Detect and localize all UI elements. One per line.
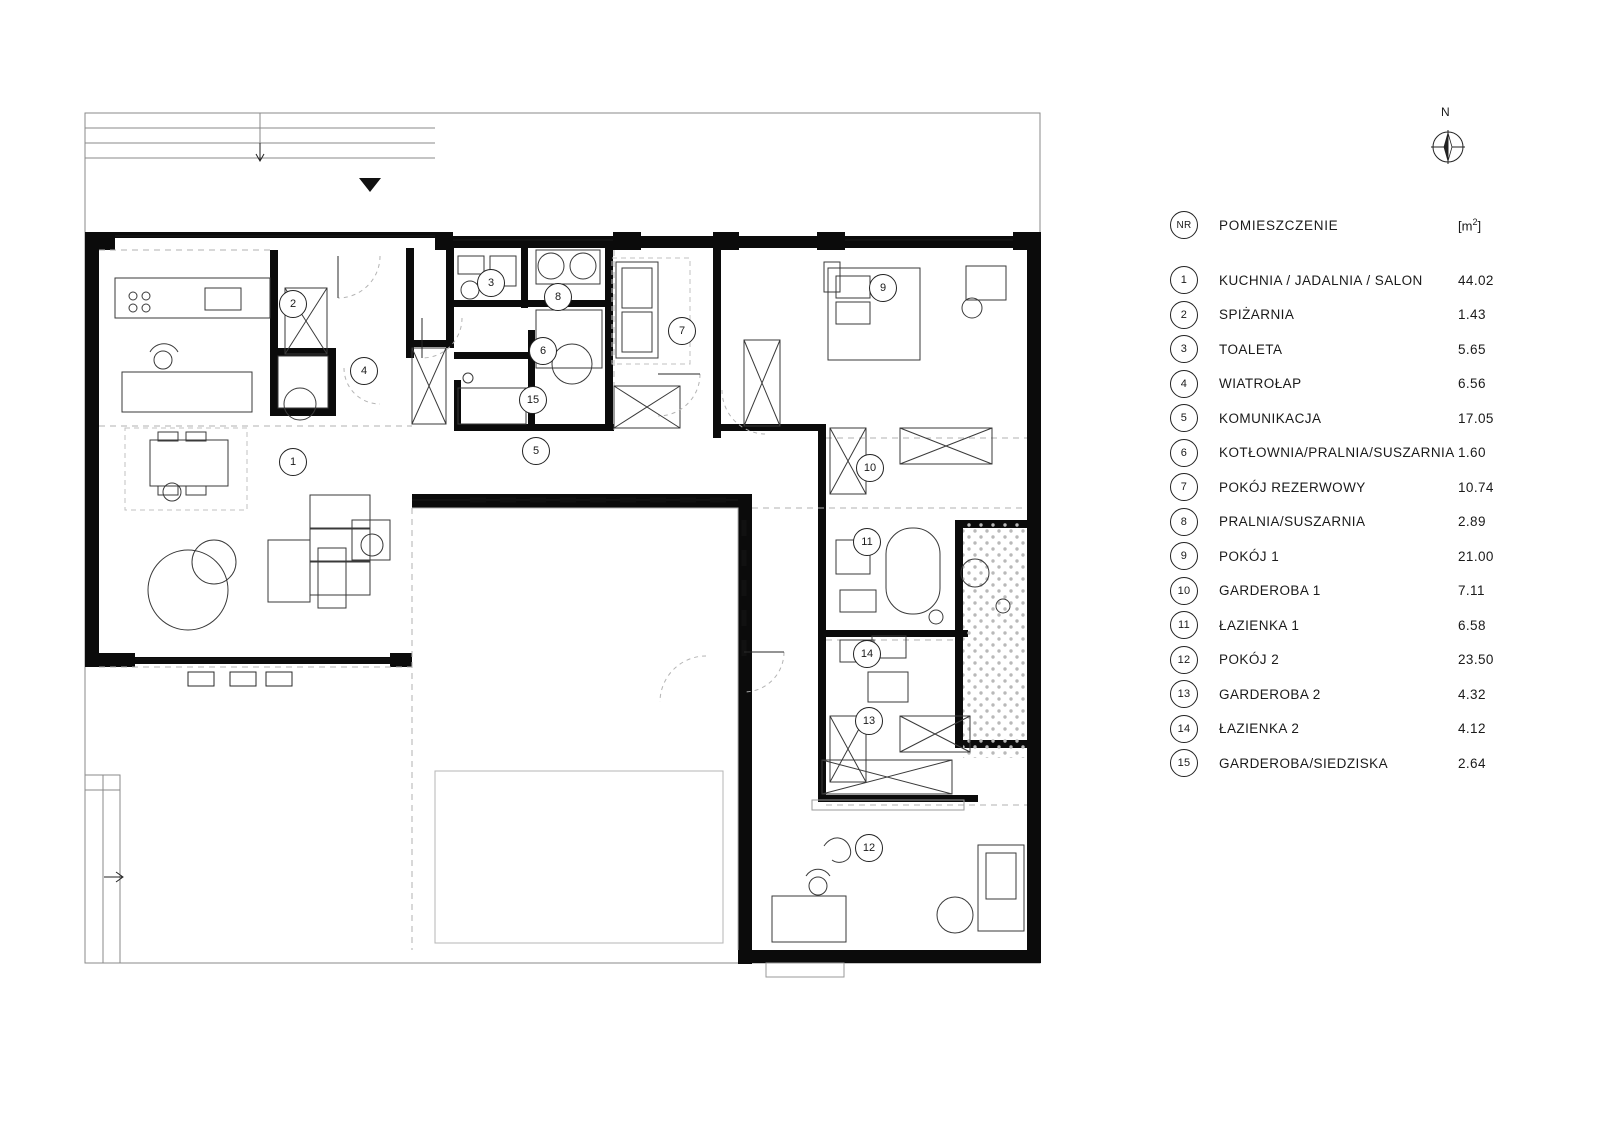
legend-row <box>1170 751 1520 775</box>
plan-marker-3: 3 <box>477 269 505 297</box>
plan-marker-12: 12 <box>855 834 883 862</box>
plan-marker-8: 8 <box>544 283 572 311</box>
north-direction-arrow <box>359 178 381 192</box>
legend-room-area: 4.32 <box>1458 686 1486 702</box>
legend-nr-badge: 14 <box>1170 715 1198 743</box>
legend-nr-badge: 7 <box>1170 473 1198 501</box>
patio-paving <box>963 522 1027 758</box>
walls <box>85 232 1041 964</box>
plan-marker-7: 7 <box>668 317 696 345</box>
legend-row <box>1170 613 1520 637</box>
legend-nr-badge: 13 <box>1170 680 1198 708</box>
plan-marker-15: 15 <box>519 386 547 414</box>
plan-marker-10: 10 <box>856 454 884 482</box>
legend-room-area: 23.50 <box>1458 652 1494 667</box>
legend-nr-badge: 10 <box>1170 577 1198 605</box>
legend-nr-badge: 15 <box>1170 749 1198 777</box>
window-ticks <box>470 500 744 656</box>
legend-nr-badge: 8 <box>1170 508 1198 536</box>
legend-room-area: 1.60 <box>1458 445 1486 460</box>
plan-marker-13: 13 <box>855 707 883 735</box>
legend-room-name: POKÓJ REZERWOWY <box>1219 479 1366 495</box>
legend-row <box>1170 441 1520 465</box>
legend-nr-badge: 11 <box>1170 611 1198 639</box>
legend-nr-badge: 9 <box>1170 542 1198 570</box>
legend-row <box>1170 475 1520 499</box>
legend-nr-badge: 12 <box>1170 646 1198 674</box>
legend-room-area: 21.00 <box>1458 548 1494 564</box>
legend-nr-badge: 3 <box>1170 335 1198 363</box>
legend-row <box>1170 268 1520 292</box>
legend-room-name: POKÓJ 1 <box>1219 548 1280 564</box>
legend-room-area: 4.12 <box>1458 721 1486 736</box>
plan-marker-5: 5 <box>522 437 550 465</box>
legend-row <box>1170 406 1520 430</box>
legend-room-name: SPIŻARNIA <box>1219 307 1295 322</box>
legend-row <box>1170 337 1520 361</box>
legend-room-area: 17.05 <box>1458 410 1494 426</box>
plan-marker-4: 4 <box>350 357 378 385</box>
legend-room-name: GARDEROBA 2 <box>1219 686 1321 702</box>
furniture <box>115 250 1024 942</box>
legend-row <box>1170 544 1520 568</box>
legend-row <box>1170 682 1520 706</box>
legend-header-row <box>1170 212 1520 238</box>
legend-room-area: 44.02 <box>1458 272 1494 288</box>
plan-marker-6: 6 <box>529 337 557 365</box>
compass-icon <box>1428 127 1468 167</box>
legend-room-area: 5.65 <box>1458 341 1486 357</box>
legend-room-name: POKÓJ 2 <box>1219 652 1280 667</box>
legend-room-area: 2.89 <box>1458 514 1486 529</box>
legend-row <box>1170 579 1520 603</box>
legend-room-name: KOMUNIKACJA <box>1219 410 1322 426</box>
terrace <box>412 508 738 950</box>
legend-room-name: TOALETA <box>1219 341 1283 357</box>
entry-arrows <box>104 143 264 882</box>
legend-header-nr: NR <box>1170 211 1198 239</box>
plan-marker-11: 11 <box>853 528 881 556</box>
legend-room-area: 2.64 <box>1458 755 1486 771</box>
north-indicator <box>1424 105 1470 165</box>
legend-row <box>1170 303 1520 327</box>
legend-nr-badge: 5 <box>1170 404 1198 432</box>
legend-header-unit: $[m^2]$ <box>1458 216 1482 234</box>
dashed-guides <box>99 250 1027 950</box>
legend-room-name: PRALNIA/SUSZARNIA <box>1219 514 1366 529</box>
legend-row <box>1170 510 1520 534</box>
legend-room-area: 6.58 <box>1458 617 1486 633</box>
legend-row <box>1170 372 1520 396</box>
legend-room-area: 1.43 <box>1458 307 1486 322</box>
legend-nr-badge: 1 <box>1170 266 1198 294</box>
legend-room-name: ŁAZIENKA 2 <box>1219 721 1300 736</box>
legend-nr-badge: 6 <box>1170 439 1198 467</box>
legend-room-name: WIATROŁAP <box>1219 376 1302 391</box>
legend-room-name: KUCHNIA / JADALNIA / SALON <box>1219 272 1423 288</box>
room-legend <box>1170 212 1520 786</box>
legend-room-name: ŁAZIENKA 1 <box>1219 617 1300 633</box>
legend-room-name: GARDEROBA 1 <box>1219 583 1321 598</box>
legend-room-area: 7.11 <box>1458 583 1485 598</box>
legend-nr-badge: 4 <box>1170 370 1198 398</box>
plan-marker-14: 14 <box>853 640 881 668</box>
plan-marker-2: 2 <box>279 290 307 318</box>
legend-header-name: POMIESZCZENIE <box>1219 217 1339 233</box>
north-letter: N <box>1441 105 1450 119</box>
legend-room-name: GARDEROBA/SIEDZISKA <box>1219 755 1389 771</box>
legend-room-area: 6.56 <box>1458 376 1486 391</box>
legend-nr-badge: 2 <box>1170 301 1198 329</box>
legend-row <box>1170 648 1520 672</box>
legend-room-name: KOTŁOWNIA/PRALNIA/SUSZARNIA <box>1219 445 1455 460</box>
legend-room-area: 10.74 <box>1458 479 1494 495</box>
legend-row <box>1170 717 1520 741</box>
plan-marker-9: 9 <box>869 274 897 302</box>
plan-marker-1: 1 <box>279 448 307 476</box>
